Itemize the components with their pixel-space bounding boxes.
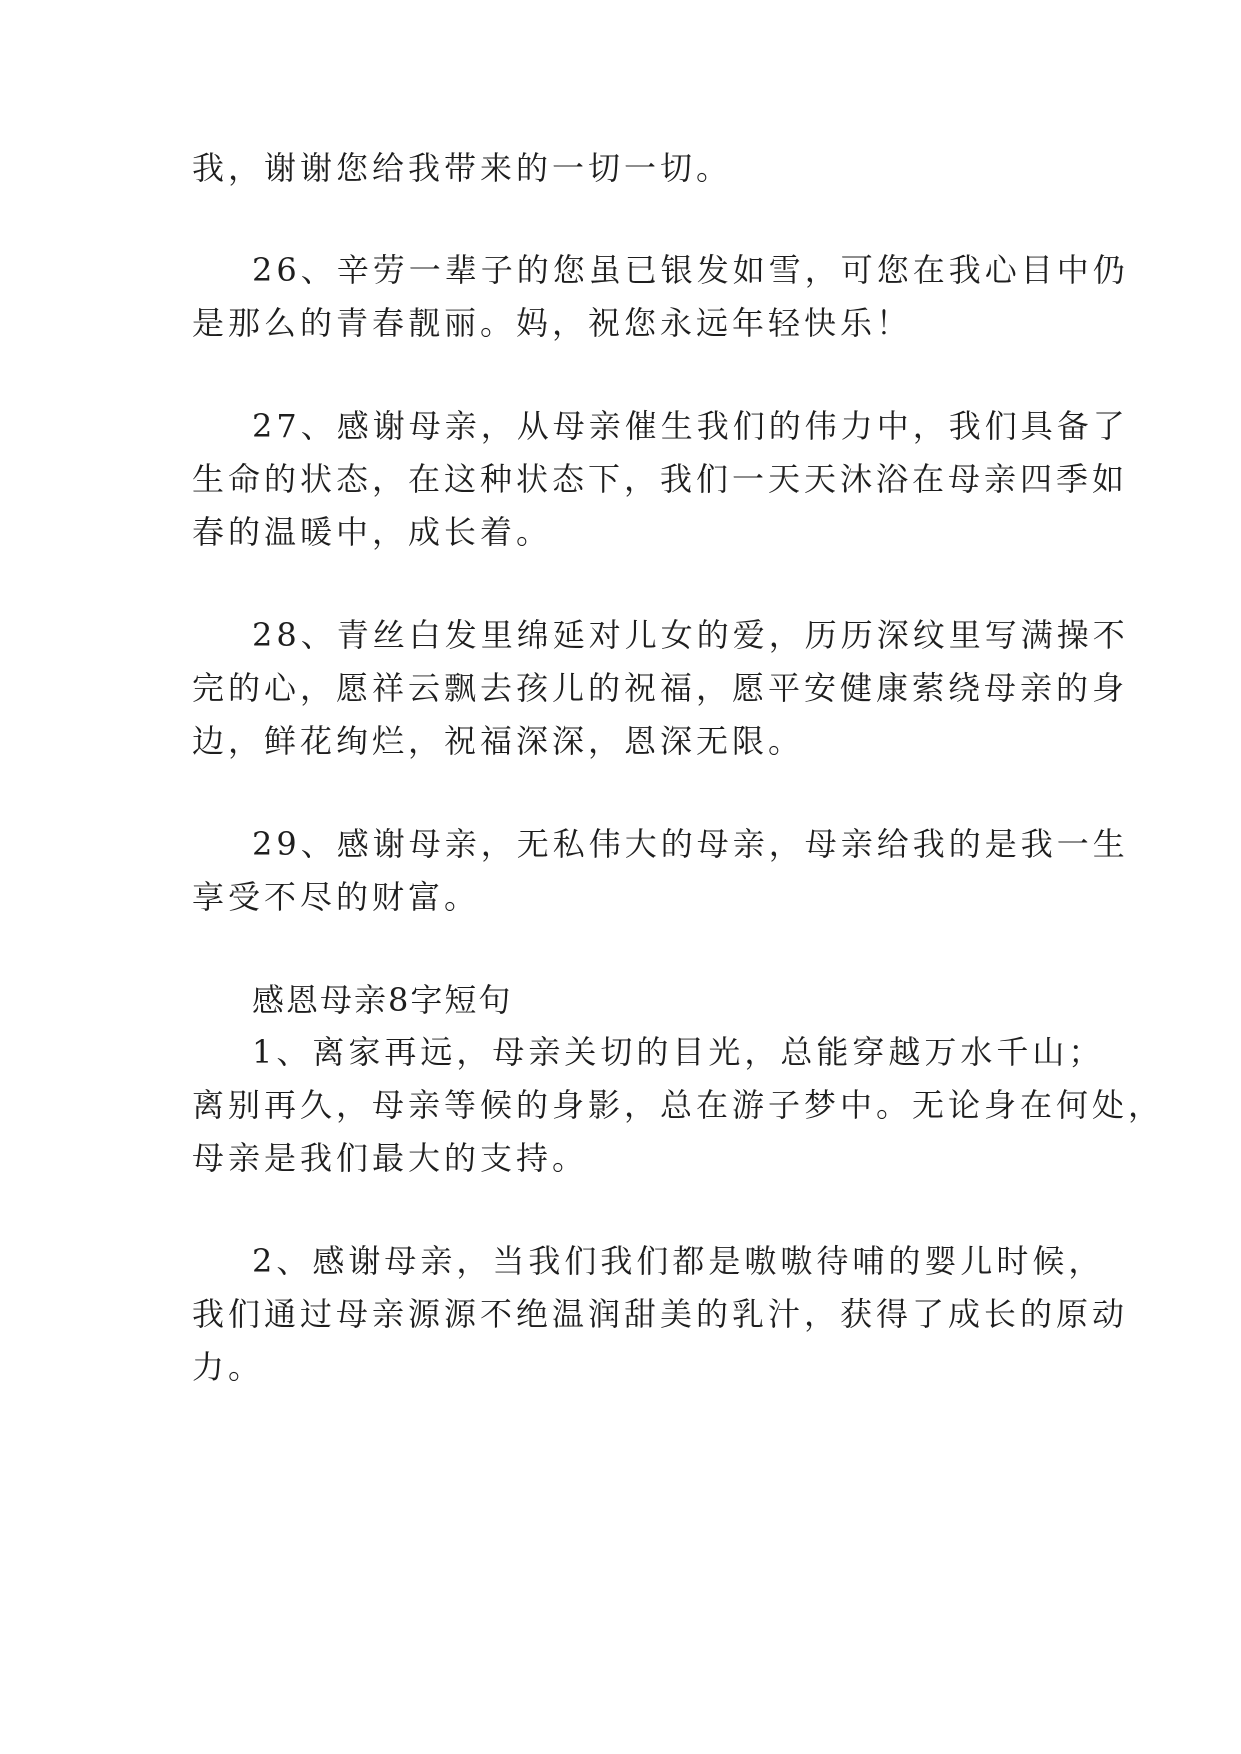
paragraph-28-line-3: 边，鲜花绚烂，祝福深深，恩深无限。	[192, 722, 805, 760]
item-2-line-1: 2、感谢母亲，当我们我们都是嗷嗷待哺的婴儿时候，	[252, 1242, 1105, 1280]
paragraph-27-line-2: 生命的状态，在这种状态下，我们一天天沐浴在母亲四季如	[192, 460, 1129, 498]
paragraph-28-line-1: 28、青丝白发里绵延对儿女的爱，历历深纹里写满操不	[252, 616, 1129, 654]
paragraph-26-line-1: 26、辛劳一辈子的您虽已银发如雪，可您在我心目中仍	[252, 251, 1129, 289]
paragraph-29-line-1: 29、感谢母亲，无私伟大的母亲，母亲给我的是我一生	[252, 825, 1129, 863]
paragraph-27-line-3: 春的温暖中，成长着。	[192, 513, 553, 551]
text-line: 我，谢谢您给我带来的一切一切。	[192, 149, 733, 187]
paragraph-29-line-2: 享受不尽的财富。	[192, 878, 481, 916]
paragraph-26-line-2: 是那么的青春靓丽。妈，祝您永远年轻快乐！	[192, 304, 913, 342]
item-2-line-3: 力。	[192, 1348, 265, 1386]
item-1-line-3: 母亲是我们最大的支持。	[192, 1139, 589, 1177]
section-heading: 感恩母亲8字短句	[252, 981, 513, 1019]
paragraph-27-line-1: 27、感谢母亲，从母亲催生我们的伟力中，我们具备了	[252, 407, 1129, 445]
item-2-line-2: 我们通过母亲源源不绝温润甜美的乳汁，获得了成长的原动	[192, 1295, 1129, 1333]
paragraph-28-line-2: 完的心，愿祥云飘去孩儿的祝福，愿平安健康萦绕母亲的身	[192, 669, 1129, 707]
item-1-line-2: 离别再久，母亲等候的身影，总在游子梦中。无论身在何处，	[192, 1086, 1165, 1124]
item-1-line-1: 1、离家再远，母亲关切的目光，总能穿越万水千山；	[252, 1033, 1105, 1071]
